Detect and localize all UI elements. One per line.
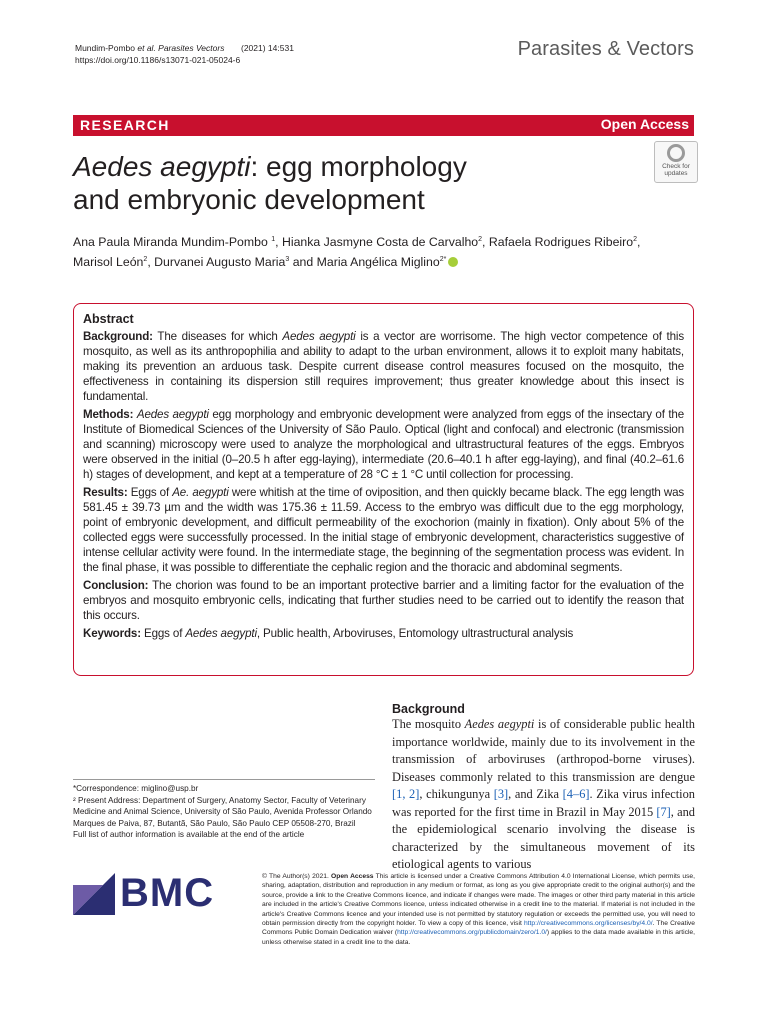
article-title [73, 150, 633, 216]
crossmark-icon [667, 144, 685, 162]
author-separator: , [637, 235, 641, 250]
abstract-methods [83, 407, 684, 482]
footnotes [73, 783, 373, 841]
section-label: Background: [83, 330, 153, 343]
correspondence-note: *Correspondence: miglino@usp.br [73, 784, 199, 793]
title-part-1: : egg morphology [250, 151, 467, 182]
affiliation-marker: 2 [478, 236, 483, 243]
citation-authors: Mundim-Pombo [75, 43, 135, 53]
abstract-text: is a vector are worrisome. The high vector competence of this mosquito, as well as its anthropophilia and ability to adapt to the urban environment, allows it to exploit many habitats, making its prevention an arduous task. Despite current disease control measures focused on the mosquito, the effectiveness in containing its dispersion still requires improvement; thus greater knowledge about this insect is fundamental. [83, 330, 684, 403]
author-list [73, 231, 698, 271]
affiliation-marker: 2* [439, 256, 447, 264]
abstract-conclusion [83, 578, 684, 623]
doi-link[interactable]: https://doi.org/10.1186/s13071-021-05024-6 [75, 55, 241, 65]
abstract-keywords [83, 626, 684, 641]
orcid-icon[interactable] [448, 257, 458, 267]
background-paragraph [392, 716, 695, 874]
body-text: The mosquito [392, 717, 465, 731]
crossmark-line-1: Check for [662, 163, 690, 170]
section-label: Keywords: [83, 627, 141, 640]
footnote-divider [73, 779, 375, 780]
license-text: This article is licensed under a Creative Commons Attribution 4.0 International License, which permits use, sharing, adaptation, distribution and reproduction in any medium or format, as long as you give appropriate credit to the original author(s) and the source, provide a link to the Creative Commons licence, and indicate if changes were made. The images or other third party material in this article are included in the article's Creative Commons licence, unless indicated otherwise in a credit line to the material. If material is not included in the article's Creative Commons licence and your intended use is not permitted by statutory regulation or exceeds the permitted use, you will need to obtain permission directly from the copyright holder. To view a copy of this licence, visit [262, 873, 695, 928]
license-text: © The Author(s) 2021. [262, 873, 332, 880]
author-name: and Maria Angélica Miglino [289, 255, 440, 270]
affiliation-marker: 2 [143, 256, 148, 264]
body-text: is of considerable public health importance worldwide, mainly due to its involvement in the transmission of arboviruses (arthropod-borne viruses). Diseases commonly related to this transmission are dengue [392, 717, 696, 784]
body-text: , chikungunya [419, 787, 494, 801]
abstract-text: The diseases for which [157, 330, 283, 343]
section-label: Conclusion: [83, 579, 149, 592]
author-name: Ana Paula Miranda Mundim-Pombo [73, 235, 272, 250]
citation-link[interactable]: [7] [656, 804, 671, 819]
title-part-2: and embryonic development [73, 184, 425, 215]
species-name: Aedes aegypti [282, 330, 356, 343]
species-name: Aedes aegypti [185, 627, 257, 640]
author-name: Marisol León [73, 255, 144, 270]
keywords-text: , Public health, Arboviruses, Entomology ultrastructural analysis [256, 627, 574, 640]
species-name: Aedes aegypti [136, 408, 209, 421]
license-link[interactable]: http://creativecommons.org/licenses/by/4.0/ [523, 920, 653, 928]
abstract-box [73, 303, 694, 676]
citation-link[interactable]: [4–6] [562, 787, 590, 801]
license-statement [262, 872, 695, 947]
affiliation-marker: 2 [633, 236, 637, 243]
section-label: Methods: [83, 408, 134, 421]
affiliation-marker: 3 [285, 256, 290, 264]
citation-link[interactable]: [1, 2] [392, 787, 420, 801]
citation-link[interactable]: [3] [493, 787, 509, 801]
author-name: , Hianka Jasmyne Costa de Carvalho [275, 235, 479, 250]
abstract-heading: Abstract [83, 312, 134, 326]
running-head [75, 42, 294, 66]
author-info-note: Full list of author information is available at the end of the article [73, 830, 305, 839]
check-for-updates-badge[interactable] [654, 141, 698, 183]
abstract-text: The chorion was found to be an important protective barrier and a limiting factor for the evaluation of the embryos and mosquito embryonic cells, indicating that further studies need to be carried out to identify the reason that this occurs. [83, 579, 684, 622]
body-text: , and Zika [508, 787, 563, 801]
species-name: Aedes aegypti [464, 717, 535, 731]
journal-name: Parasites & Vectors [517, 38, 694, 60]
species-name: Ae. aegypti [172, 486, 229, 499]
bmc-logo-text: BMC [120, 871, 215, 915]
abstract-text: were whitish at the time of oviposition, and then quickly became black. The egg length was 581.45 ± 39.73 µm and the width was 175.36 ± 11.59. Access to the embryo was difficult due to the egg morphology, point of embryonic development, and difficult permeability of the exochorion (mainly in fixation). Only about 5% of the collected eggs were successfully processed. In the initial stage of embryonic development, characteristics suggestive of intense cellular activity were found. In the intermediate stage, the beginning of the segmentation process was evident. In the final phase, it was possible to differentiate the cephalic region and the thoracic and abdominal segments. [83, 486, 685, 574]
section-label: Results: [83, 486, 128, 499]
license-text: . The Creative Commons Public Domain Dedication waiver ( [262, 920, 695, 937]
author-name: , Rafaela Rodrigues Ribeiro [482, 235, 634, 250]
bmc-logo-icon [73, 873, 115, 915]
body-text: . Zika virus infection was reported for the first time in Brazil in May 2015 [392, 787, 695, 819]
open-access-label: Open Access [331, 873, 374, 880]
body-text: , and the epidemiological scenario involving the disease is characterized by the simultaneous movement of its etiological agents to various [392, 804, 695, 871]
abstract-text: Eggs of [130, 486, 173, 499]
abstract-background [83, 329, 684, 404]
article-type-label: RESEARCH [80, 117, 170, 133]
title-species: Aedes aegypti [73, 151, 251, 182]
citation-journal: et al. Parasites Vectors [137, 43, 225, 53]
license-text: ) applies to the data made available in this article, unless otherwise stated in a credit line to the data. [262, 929, 696, 946]
abstract-results [83, 485, 684, 575]
article-type-banner [73, 115, 694, 136]
background-heading: Background [392, 702, 465, 716]
abstract-text: egg morphology and embryonic development were analyzed from eggs of the insectary of the Institute of Biomedical Sciences of the University of São Paulo. Optical (light and confocal) and electronic (transmission and scanning) microscopy were used to analyze the morphological and ultrastructural features of the eggs. Embryos were observed in the initial (0–20.5 h after egg-laying), intermediate (20.6–40.1 h after egg-laying), and final (40.2–61.6 h) stages of development, and kept at a temperature of 28 °C ± 1 °C until collection for processing. [83, 408, 684, 481]
author-name: , Durvanei Augusto Maria [147, 255, 286, 270]
present-address-note: ² Present Address: Department of Surgery, Anatomy Sector, Faculty of Veterinary Medicine and Animal Science, University of São Paulo, Avenida Professor Orlando Marques de Paiva, 87, Butantã, São Paulo, São Paulo CEP 05508-270, Brazil [73, 795, 372, 828]
waiver-link[interactable]: http://creativecommons.org/publicdomain/zero/1.0/ [397, 929, 547, 937]
open-access-label: Open Access [600, 116, 689, 132]
crossmark-line-2: updates [664, 170, 688, 177]
citation-year-volume: (2021) 14:531 [241, 43, 294, 53]
keywords-text: Eggs of [144, 627, 186, 640]
affiliation-marker: 1 [271, 236, 276, 243]
